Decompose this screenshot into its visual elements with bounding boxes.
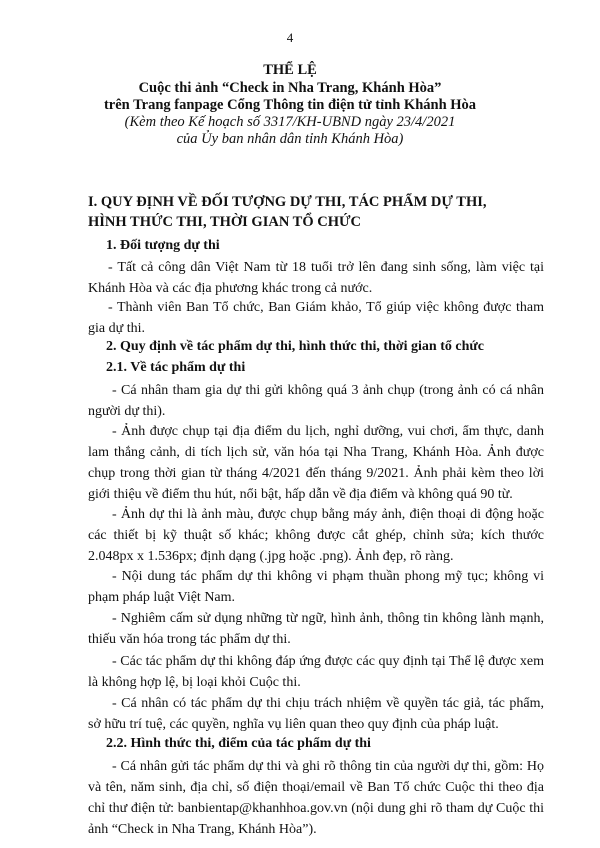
paragraph: - Cá nhân có tác phẩm dự thi chịu trách nhiệm về quyền tác giả, tác phẩm, sở hữu trí tuệ, các quyền, nghĩa vụ liên quan theo quy định của pháp luật. — [88, 696, 544, 732]
paragraph: - Nghiêm cấm sử dụng những từ ngữ, hình ảnh, thông tin không lành mạnh, thiếu văn hóa trong tác phẩm dự thi. — [88, 611, 544, 647]
paragraph: - Cá nhân gửi tác phẩm dự thi và ghi rõ thông tin của người dự thi, gồm: Họ và tên, năm sinh, địa chỉ, số điện thoại/email về Ban Tổ chức Cuộc thi theo địa chỉ thư điện tử: banbientap@khanhhoa.gov.vn (nội dung ghi rõ tham dự Cuộc thi ảnh “Check in Nha Trang, Khánh Hòa”). — [88, 759, 544, 837]
contest-name: Cuộc thi ảnh “Check in Nha Trang, Khánh Hòa” — [138, 80, 442, 96]
issuing-authority: của Ủy ban nhân dân tỉnh Khánh Hòa) — [176, 131, 404, 147]
doc-title: THỂ LỆ — [263, 62, 317, 78]
paragraph: - Ảnh được chụp tại địa điểm du lịch, nghỉ dưỡng, vui chơi, ẩm thực, danh lam thắng cảnh, di tích lịch sử, văn hóa tại Nha Trang, Khánh Hòa. Ảnh được chụp trong thời gian từ tháng 4/2021 đến tháng 9/2021. Ảnh phải kèm theo lời giới thiệu về điểm thu hút, nổi bật, hấp dẫn về địa điểm và không quá 90 từ. — [88, 424, 544, 502]
section-1-heading-line-1: I. QUY ĐỊNH VỀ ĐỐI TƯỢNG DỰ THI, TÁC PHẨM DỰ THI, — [88, 194, 487, 210]
paragraph: - Ảnh dự thi là ảnh màu, được chụp bằng máy ảnh, điện thoại di động hoặc các thiết bị kỹ thuật số khác; không được cắt ghép, chỉnh sửa; kích thước 2.048px x 1.536px; định dạng (.jpg hoặc .png). Ảnh đẹp, rõ ràng. — [88, 507, 544, 564]
page-number: 4 — [286, 30, 294, 45]
subsection-1-title: 1. Đối tượng dự thi — [106, 238, 220, 253]
paragraph: - Nội dung tác phẩm dự thi không vi phạm thuần phong mỹ tục; không vi phạm pháp luật Việt Nam. — [88, 569, 544, 605]
subsection-2-1-title: 2.1. Về tác phẩm dự thi — [106, 360, 246, 375]
subsection-2-2-title: 2.2. Hình thức thi, điểm của tác phẩm dự thi — [106, 736, 371, 751]
paragraph: - Các tác phẩm dự thi không đáp ứng được các quy định tại Thể lệ được xem là không hợp lệ, bị loại khỏi Cuộc thi. — [88, 654, 544, 690]
paragraph: - Thành viên Ban Tổ chức, Ban Giám khảo, Tổ giúp việc không được tham gia dự thi. — [88, 300, 544, 336]
subsection-2-title: 2. Quy định về tác phẩm dự thi, hình thức thi, thời gian tổ chức — [106, 339, 484, 354]
paragraph: - Tất cả công dân Việt Nam từ 18 tuổi trở lên đang sinh sống, làm việc tại Khánh Hòa và các địa phương khác trong cả nước. — [88, 260, 544, 296]
contest-venue: trên Trang fanpage Cổng Thông tin điện tử tỉnh Khánh Hòa — [103, 97, 477, 113]
plan-reference: (Kèm theo Kế hoạch số 3317/KH-UBND ngày 23/4/2021 — [124, 114, 456, 130]
section-1-heading-line-2: HÌNH THỨC THI, THỜI GIAN TỔ CHỨC — [88, 214, 362, 230]
paragraph: - Cá nhân tham gia dự thi gửi không quá 3 ảnh chụp (trong ảnh có cá nhân người dự thi). — [88, 383, 544, 419]
